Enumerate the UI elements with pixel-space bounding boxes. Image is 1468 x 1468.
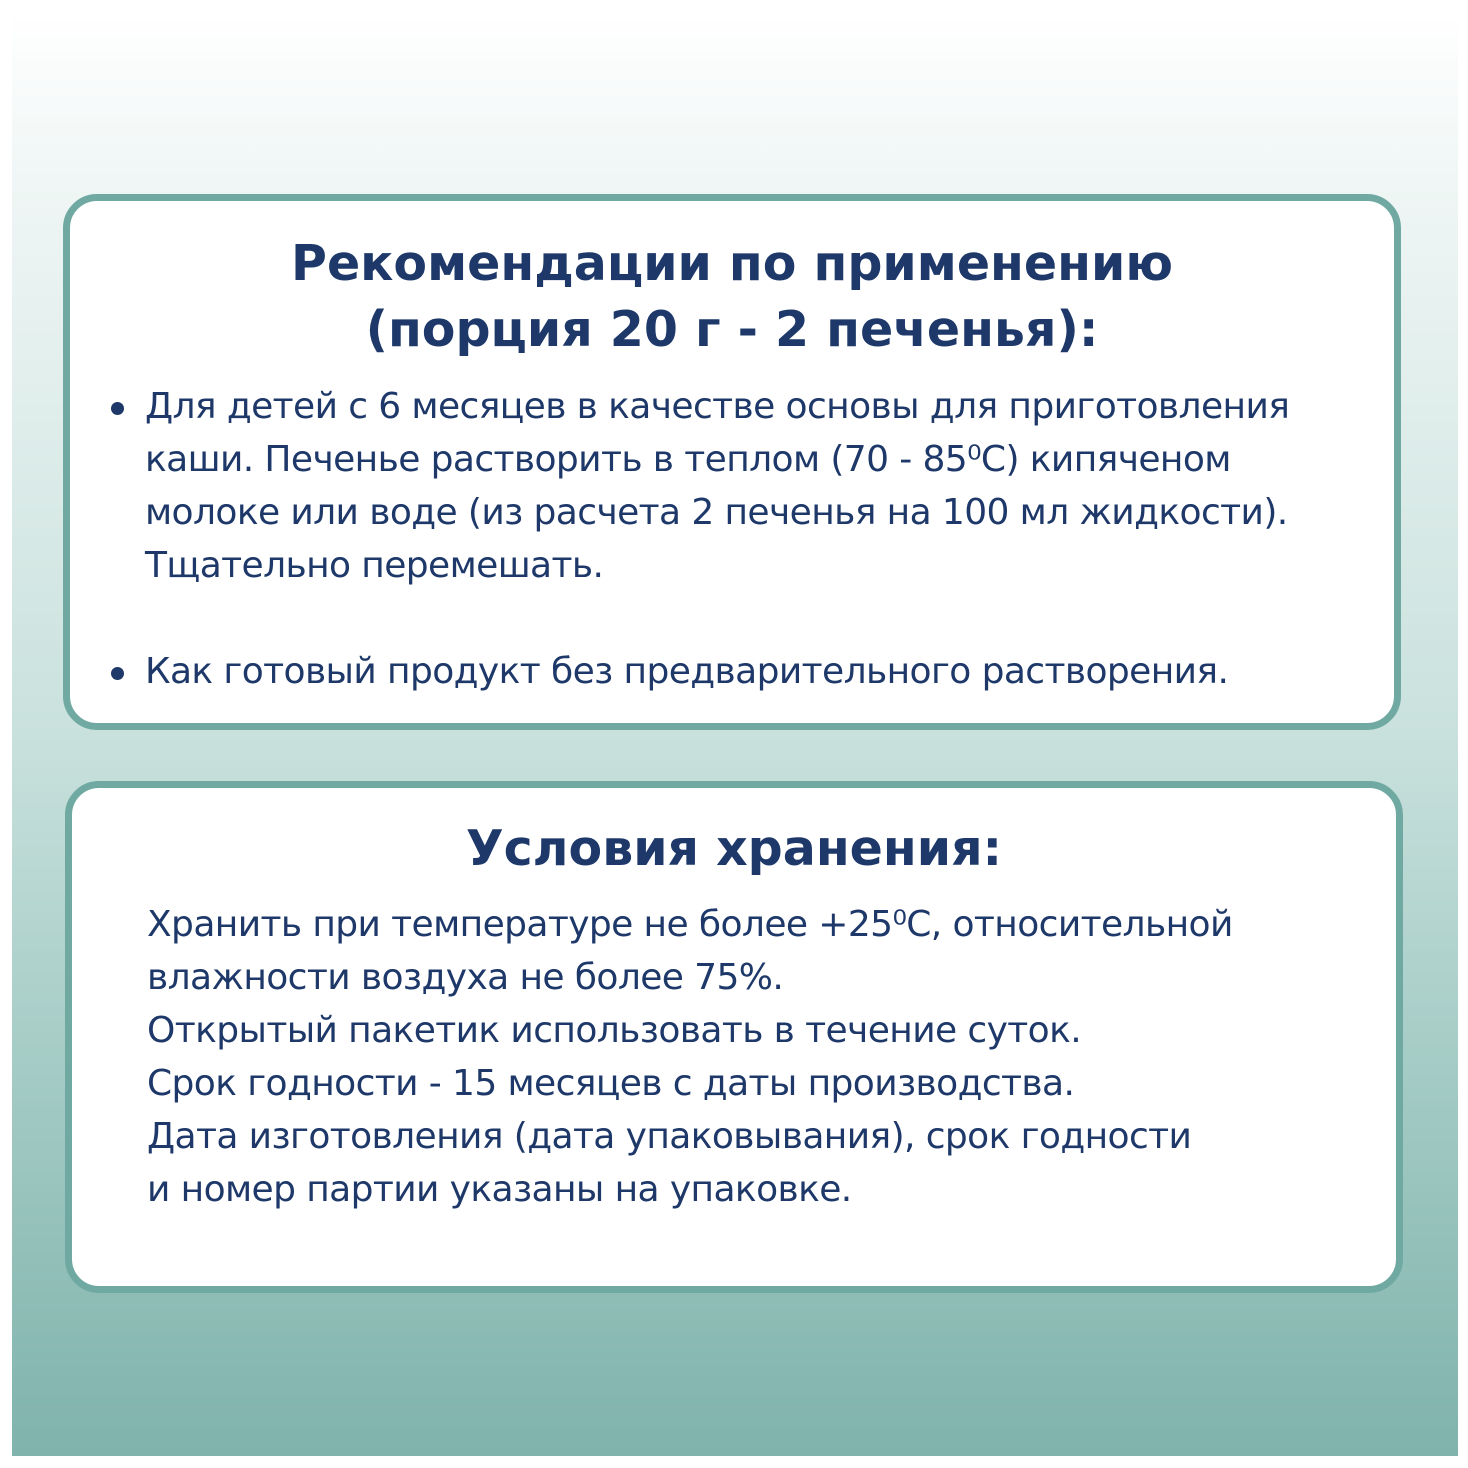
storage-line-6: и номер партии указаны на упаковке. [147, 1169, 852, 1210]
usage-title [70, 201, 1394, 363]
bullet-dot-icon [111, 667, 124, 680]
usage-card [63, 194, 1401, 730]
usage-bullet-1-line-2: каши. Печенье растворить в теплом (70 - 85⁰С) кипяченом [145, 439, 1231, 480]
storage-card [65, 781, 1403, 1293]
usage-title-line-1: Рекомендации по применению [291, 235, 1173, 292]
usage-bullet-2 [70, 645, 1394, 698]
storage-line-5: Дата изготовления (дата упаковывания), срок годности [147, 1116, 1192, 1157]
usage-bullet-1-line-1: Для детей с 6 месяцев в качестве основы для приготовления [145, 386, 1290, 427]
usage-bullet-1-line-3: молоке или воде (из расчета 2 печенья на 100 мл жидкости). [145, 492, 1288, 533]
storage-line-3: Открытый пакетик использовать в течение суток. [147, 1010, 1082, 1051]
storage-title: Условия хранения: [465, 820, 1003, 877]
usage-bullet-list [70, 380, 1394, 698]
usage-bullet-1-line-4: Тщательно перемешать. [145, 545, 604, 586]
storage-line-1: Хранить при температуре не более +25⁰С, относительной [147, 904, 1233, 945]
usage-bullet-2-line-1: Как готовый продукт без предварительного растворения. [145, 651, 1229, 692]
storage-text [72, 898, 1396, 1216]
usage-bullet-1 [70, 380, 1394, 592]
storage-line-2: влажности воздуха не более 75%. [147, 957, 784, 998]
bullet-dot-icon [111, 402, 124, 415]
usage-title-line-2: (порция 20 г - 2 печенья): [365, 301, 1099, 358]
page-background [12, 12, 1458, 1456]
storage-line-4: Срок годности - 15 месяцев с даты производства. [147, 1063, 1075, 1104]
